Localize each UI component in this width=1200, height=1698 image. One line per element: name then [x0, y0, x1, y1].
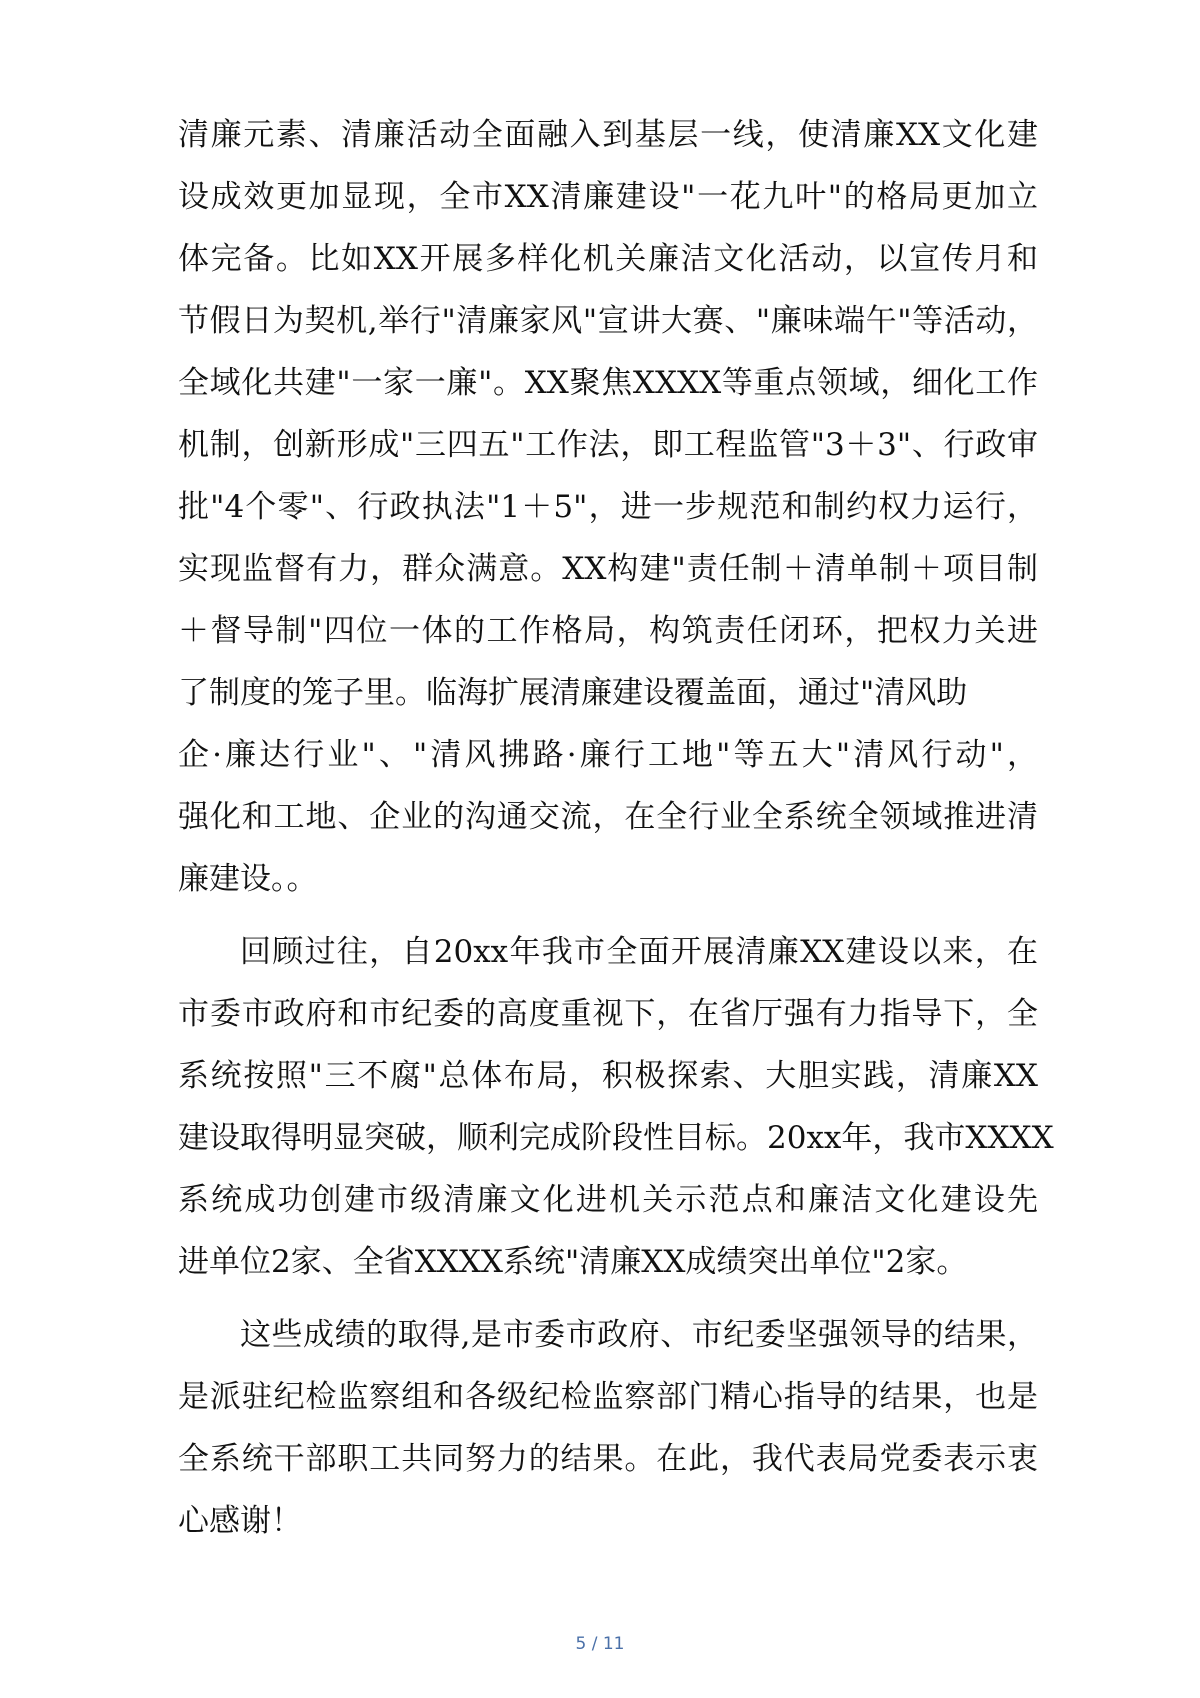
paragraph-3-line-3: 全系统干部职工共同努力的结果。在此，我代表局党委表示衷: [178, 1441, 1038, 1477]
paragraph-2-line-4: 建设取得明显突破，顺利完成阶段性目标。20xx年，我市XXXX: [178, 1120, 1054, 1156]
paragraph-1-line-9: ＋督导制"四位一体的工作格局，构筑责任闭环，把权力关进: [178, 613, 1038, 649]
paragraph-2-line-6: 进单位2家、全省XXXX系统"清廉XX成绩突出单位"2家。: [178, 1244, 968, 1280]
paragraph-1-line-11: 企·廉达行业"、"清风拂路·廉行工地"等五大"清风行动"，: [178, 737, 1038, 773]
paragraph-1-line-6: 机制，创新形成"三四五"工作法，即工程监管"3＋3"、行政审: [178, 427, 1038, 463]
paragraph-1-line-1: 清廉元素、清廉活动全面融入到基层一线，使清廉XX文化建: [178, 117, 1038, 153]
paragraph-1-line-4: 节假日为契机,举行"清廉家风"宣讲大赛、"廉味端午"等活动，: [178, 303, 1038, 339]
paragraph-1-line-5: 全域化共建"一家一廉"。XX聚焦XXXX等重点领域，细化工作: [178, 365, 1038, 401]
paragraph-1-line-12: 强化和工地、企业的沟通交流，在全行业全系统全领域推进清: [178, 799, 1038, 835]
paragraph-3-line-4: 心感谢！: [178, 1503, 302, 1539]
paragraph-1-line-2: 设成效更加显现，全市XX清廉建设"一花九叶"的格局更加立: [178, 179, 1038, 215]
paragraph-3-line-2: 是派驻纪检监察组和各级纪检监察部门精心指导的结果，也是: [178, 1379, 1038, 1415]
paragraph-2-line-2: 市委市政府和市纪委的高度重视下，在省厅强有力指导下，全: [178, 996, 1038, 1032]
paragraph-3-line-1: 这些成绩的取得,是市委市政府、市纪委坚强领导的结果，: [240, 1317, 1038, 1353]
paragraph-1-line-3: 体完备。比如XX开展多样化机关廉洁文化活动，以宣传月和: [178, 241, 1038, 277]
paragraph-1-line-8: 实现监督有力，群众满意。XX构建"责任制＋清单制＋项目制: [178, 551, 1038, 587]
paragraph-1-line-13: 廉建设。。: [178, 861, 318, 897]
paragraph-1-line-7: 批"4个零"、行政执法"1＋5"，进一步规范和制约权力运行，: [178, 489, 1038, 525]
page-number: 5 / 11: [575, 1634, 625, 1654]
paragraph-1-line-10: 了制度的笼子里。临海扩展清廉建设覆盖面，通过"清风助: [178, 675, 968, 711]
paragraph-2-line-5: 系统成功创建市级清廉文化进机关示范点和廉洁文化建设先: [178, 1182, 1038, 1218]
paragraph-2-line-3: 系统按照"三不腐"总体布局，积极探索、大胆实践，清廉XX: [178, 1058, 1038, 1094]
paragraph-2-line-1: 回顾过往，自20xx年我市全面开展清廉XX建设以来，在: [240, 934, 1038, 970]
